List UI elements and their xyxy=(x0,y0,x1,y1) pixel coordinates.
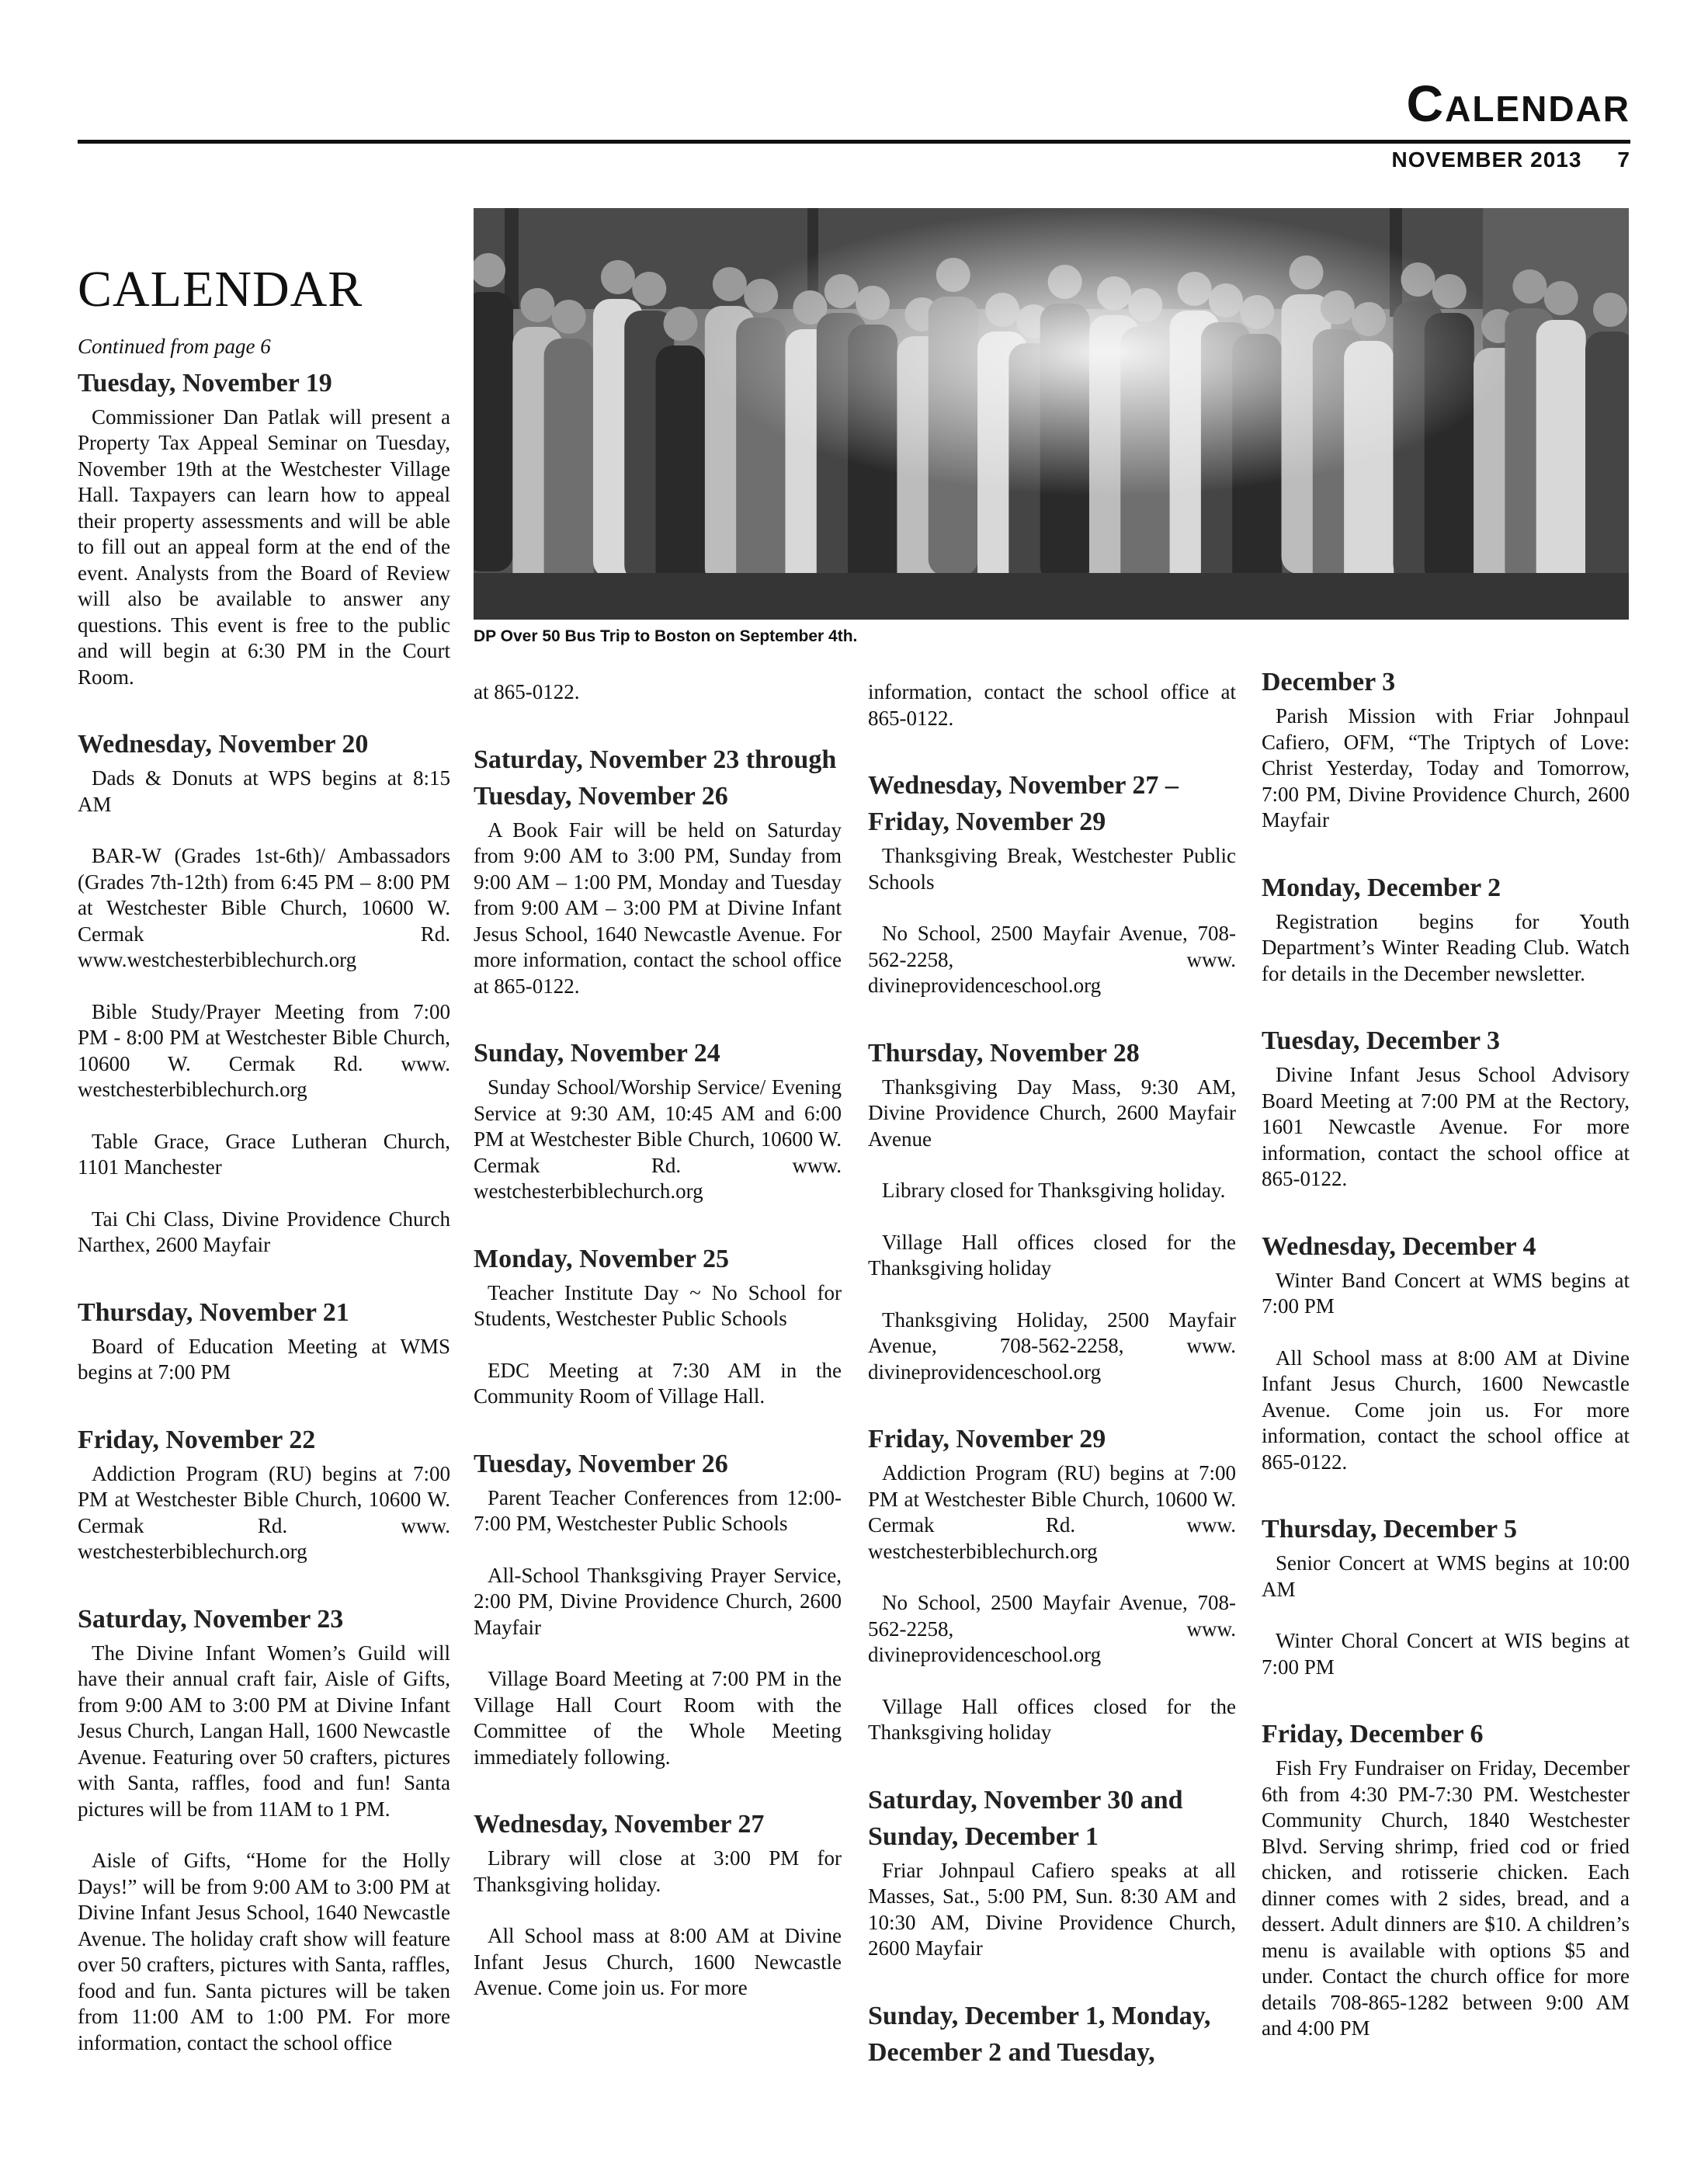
calendar-entry xyxy=(1262,1228,1630,1476)
calendar-entry xyxy=(474,1806,842,2002)
entry-text: Table Grace, Grace Lutheran Church, 1101 Manchester xyxy=(78,1129,450,1179)
entry-heading: Wednesday, November 20 xyxy=(78,730,369,759)
issue-date: NOVEMBER 2013 xyxy=(1391,148,1582,172)
entry-heading: Wednesday, November 27 xyxy=(474,1810,765,1839)
column-1-entries xyxy=(78,365,450,2057)
calendar-entry xyxy=(1262,1716,1630,2042)
column-3 xyxy=(868,679,1236,2074)
entry-text: Parish Mission with Friar Johnpaul Cafiero, OFM, “The Triptych of Love: Christ Yesterday, Today and Tomorrow, 7:00 PM, Divine Providence Church, 2600 Mayfair xyxy=(1262,704,1630,832)
entry-heading: Tuesday, November 19 xyxy=(78,368,332,398)
entry-text: at 865-0122. xyxy=(474,680,580,703)
entry-text: BAR-W (Grades 1st-6th)/ Ambassadors (Grades 7th-12th) from 6:45 PM – 8:00 PM at Westchester Bible Church, 10600 W. Cermak Rd. www.westchesterbiblechurch.org xyxy=(78,844,450,971)
calendar-entry xyxy=(1262,870,1630,988)
calendar-entry xyxy=(78,1422,450,1565)
calendar-entry xyxy=(78,726,450,1259)
calendar-entry xyxy=(1262,664,1630,834)
masthead-title-text: Calendar xyxy=(1406,75,1630,132)
entry-text: Bible Study/Prayer Meeting from 7:00 PM - 8:00 PM at Westchester Bible Church, 10600 W. Cermak Rd. www. westchesterbiblechurch.org xyxy=(78,999,450,1101)
masthead-title xyxy=(1406,74,1630,133)
entry-heading: Monday, December 2 xyxy=(1262,873,1501,902)
column-4-entries xyxy=(1262,664,1630,2042)
entry-heading: Thursday, November 28 xyxy=(868,1038,1140,1068)
column-2-entries xyxy=(474,679,842,2002)
column-1 xyxy=(78,261,450,2056)
entry-text: All School mass at 8:00 AM at Divine Infant Jesus Church, 1600 Newcastle Avenue. Come join us. For more xyxy=(474,1924,842,1999)
entry-text: A Book Fair will be held on Saturday from 9:00 AM to 3:00 PM, Sunday from 9:00 AM – 1:00 PM, Monday and Tuesday from 9:00 AM – 3:00 PM at Divine Infant Jesus School, 1640 Newcastle Avenue. For more information, contact the school office at 865-0122. xyxy=(474,818,842,998)
section-title: CALENDAR xyxy=(78,261,363,318)
entry-heading: Saturday, November 30 and Sunday, December 1 xyxy=(868,1785,1183,1851)
entry-text: information, contact the school office at 865-0122. xyxy=(868,680,1236,730)
calendar-entry xyxy=(474,741,842,1000)
entry-text: All School mass at 8:00 AM at Divine Infant Jesus Church, 1600 Newcastle Avenue. Come join us. For more information, contact the school office at 865-0122. xyxy=(1262,1346,1630,1474)
entry-text: Divine Infant Jesus School Advisory Board Meeting at 7:00 PM at the Rectory, 1601 Newcastle Avenue. For more information, contact the school office at 865-0122. xyxy=(1262,1063,1630,1190)
entry-text: Addiction Program (RU) begins at 7:00 PM at Westchester Bible Church, 10600 W. Cermak Rd. www. westchesterbiblechurch.org xyxy=(78,1461,450,1563)
entry-text: Library will close at 3:00 PM for Thanksgiving holiday. xyxy=(474,1846,842,1896)
entry-heading: Wednesday, December 4 xyxy=(1262,1231,1536,1261)
entry-text: Friar Johnpaul Cafiero speaks at all Masses, Sat., 5:00 PM, Sun. 8:30 AM and 10:30 AM, Divine Providence Church, 2600 Mayfair xyxy=(868,1858,1236,1960)
calendar-entry xyxy=(868,1035,1236,1386)
entry-heading: Tuesday, December 3 xyxy=(1262,1026,1500,1055)
entry-heading: Sunday, November 24 xyxy=(474,1039,720,1068)
entry-heading: Sunday, December 1, Monday, December 2 and Tuesday, xyxy=(868,2001,1211,2067)
entry-text: Board of Education Meeting at WMS begins at 7:00 PM xyxy=(78,1334,450,1384)
entry-text: Registration begins for Youth Department’s Winter Reading Club. Watch for details in the December newsletter. xyxy=(1262,909,1630,985)
group-photo xyxy=(474,208,1629,620)
calendar-entry xyxy=(868,1998,1236,2071)
entry-text: Thanksgiving Holiday, 2500 Mayfair Avenue, 708-562-2258, www. divineprovidenceschool.org xyxy=(868,1308,1236,1384)
entry-text: Commissioner Dan Patlak will present a Property Tax Appeal Seminar on Tuesday, November 19th at the Westchester Village Hall. Taxpayers can learn how to appeal their property assessments and will be able to fill out an appeal form at the end of the event. Analysts from the Board of Review will also be available to answer any questions. This event is free to the public and will begin at 6:30 PM in the Court Room. xyxy=(78,405,450,689)
entry-text: Dads & Donuts at WPS begins at 8:15 AM xyxy=(78,766,450,816)
entry-text: Village Hall offices closed for the Thanksgiving holiday xyxy=(868,1694,1236,1744)
column-3-entries xyxy=(868,679,1236,2071)
calendar-entry xyxy=(474,1446,842,1771)
entry-heading: Wednesday, November 27 – Friday, November 29 xyxy=(868,771,1179,836)
calendar-entry xyxy=(868,1421,1236,1746)
entry-heading: Tuesday, November 26 xyxy=(474,1449,728,1478)
entry-text: Village Board Meeting at 7:00 PM in the Village Hall Court Room with the Committee of the Whole Meeting immediately following. xyxy=(474,1667,842,1769)
calendar-entry xyxy=(474,679,842,706)
entry-text: Thanksgiving Break, Westchester Public Schools xyxy=(868,844,1236,894)
calendar-entry xyxy=(474,1241,842,1410)
calendar-entry xyxy=(474,1035,842,1205)
group-photo-image xyxy=(474,208,1629,620)
entry-text: Parent Teacher Conferences from 12:00-7:00 PM, Westchester Public Schools xyxy=(474,1485,842,1535)
entry-heading: Thursday, November 21 xyxy=(78,1297,349,1327)
entry-text: The Divine Infant Women’s Guild will have their annual craft fair, Aisle of Gifts, from 9:00 AM to 3:00 PM at Divine Infant Jesus Church, Langan Hall, 1600 Newcastle Avenue. Featuring over 50 crafters, pictures with Santa, raffles, food and fun! Santa pictures will be from 11AM to 1 PM. xyxy=(78,1641,450,1821)
entry-text: EDC Meeting at 7:30 AM in the Community Room of Village Hall. xyxy=(474,1358,842,1408)
entry-text: All-School Thanksgiving Prayer Service, 2:00 PM, Divine Providence Church, 2600 Mayfair xyxy=(474,1563,842,1639)
entry-heading: Saturday, November 23 xyxy=(78,1604,344,1634)
calendar-entry xyxy=(868,1782,1236,1962)
entry-text: Senior Concert at WMS begins at 10:00 AM xyxy=(1262,1551,1630,1601)
entry-text: Village Hall offices closed for the Thanksgiving holiday xyxy=(868,1230,1236,1280)
calendar-entry xyxy=(868,767,1236,999)
entry-text: Winter Choral Concert at WIS begins at 7:00 PM xyxy=(1262,1629,1630,1679)
entry-text: Tai Chi Class, Divine Providence Church Narthex, 2600 Mayfair xyxy=(78,1207,450,1256)
entry-text: Aisle of Gifts, “Home for the Holly Days!” will be from 9:00 AM to 3:00 PM at Divine Infant Jesus School, 1640 Newcastle Avenue. The holiday craft show will feature over 50 crafters, pictures with Santa, raffles, food and fun. Santa pictures will be taken from 11:00 AM to 1:00 PM. For more information, contact the school office xyxy=(78,1849,450,2054)
column-2 xyxy=(474,679,842,2002)
entry-heading: December 3 xyxy=(1262,668,1396,696)
calendar-entry xyxy=(868,679,1236,731)
calendar-entry xyxy=(78,1601,450,2057)
calendar-entry xyxy=(78,365,450,691)
entry-text: Thanksgiving Day Mass, 9:30 AM, Divine Providence Church, 2600 Mayfair Avenue xyxy=(868,1075,1236,1151)
entry-text: No School, 2500 Mayfair Avenue, 708-562-2258, www. divineprovidenceschool.org xyxy=(868,922,1236,997)
entry-text: Winter Band Concert at WMS begins at 7:00 PM xyxy=(1262,1268,1630,1318)
issue-line xyxy=(1392,148,1630,172)
entry-heading: Monday, November 25 xyxy=(474,1244,729,1273)
calendar-entry xyxy=(1262,1023,1630,1193)
header-rule xyxy=(78,140,1630,144)
entry-heading: Saturday, November 23 through Tuesday, November 26 xyxy=(474,745,837,811)
calendar-entry xyxy=(1262,1511,1630,1680)
entry-heading: Friday, November 22 xyxy=(78,1425,316,1454)
entry-text: Library closed for Thanksgiving holiday. xyxy=(882,1179,1226,1202)
entry-heading: Friday, November 29 xyxy=(868,1425,1106,1453)
continued-note: Continued from page 6 xyxy=(78,335,271,358)
entry-heading: Thursday, December 5 xyxy=(1262,1515,1517,1544)
entry-text: Fish Fry Fundraiser on Friday, December 6th from 4:30 PM-7:30 PM. Westchester Community Church, 1840 Westchester Blvd. Serving shrimp, fried cod or fried chicken, and rotisserie chicken. Each dinner comes with 2 sides, bread, and a dessert. Adult dinners are $10. A children’s menu is available with options $5 and under. Contact the church office for more details 708-865-1282 between 9:00 AM and 4:00 PM xyxy=(1262,1756,1630,2040)
entry-text: Addiction Program (RU) begins at 7:00 PM at Westchester Bible Church, 10600 W. Cermak Rd. www. westchesterbiblechurch.org xyxy=(868,1461,1236,1563)
entry-text: Teacher Institute Day ~ No School for Students, Westchester Public Schools xyxy=(474,1280,842,1330)
entry-text: No School, 2500 Mayfair Avenue, 708-562-2258, www. divineprovidenceschool.org xyxy=(868,1591,1236,1666)
column-4 xyxy=(1262,664,1630,2042)
page-number: 7 xyxy=(1617,148,1630,172)
photo-caption: DP Over 50 Bus Trip to Boston on September 4th. xyxy=(474,627,858,645)
calendar-entry xyxy=(78,1294,450,1386)
entry-text: Sunday School/Worship Service/ Evening Service at 9:30 AM, 10:45 AM and 6:00 PM at Westchester Bible Church, 10600 W. Cermak Rd. www. westchesterbiblechurch.org xyxy=(474,1075,842,1203)
entry-heading: Friday, December 6 xyxy=(1262,1720,1484,1749)
